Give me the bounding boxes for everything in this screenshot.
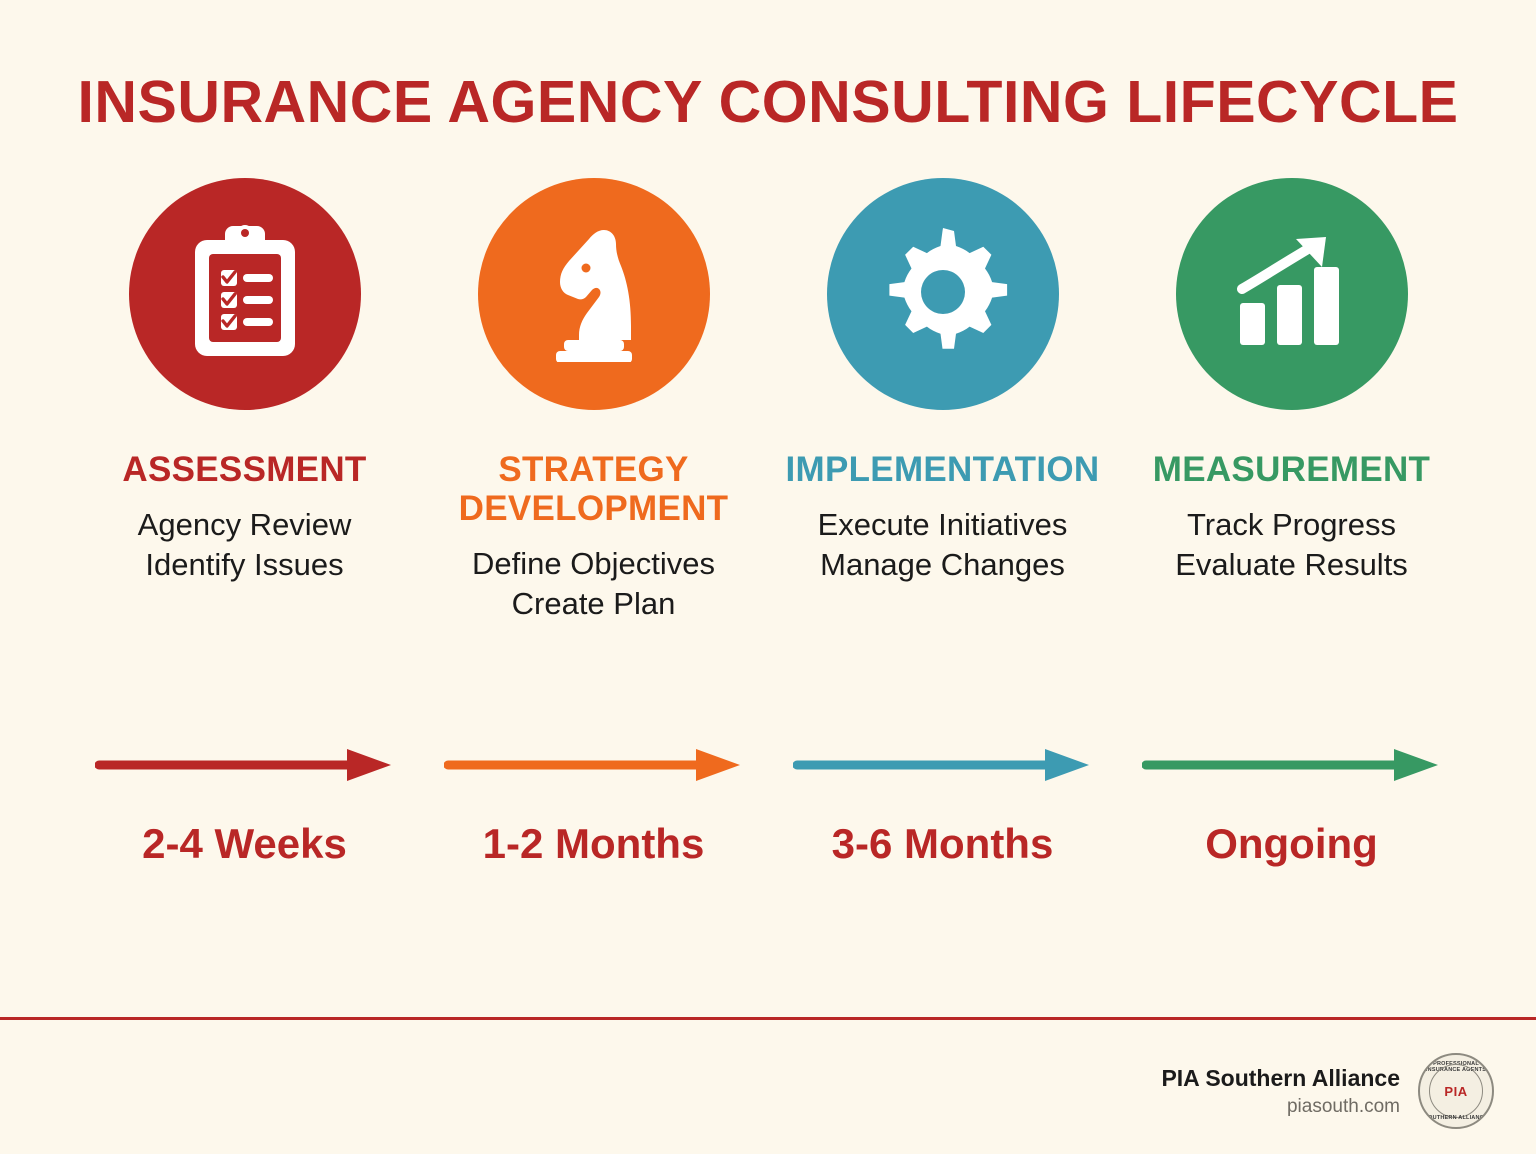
duration-measurement: Ongoing	[1205, 820, 1378, 867]
stage-desc-line: Manage Changes	[820, 546, 1065, 582]
stage-desc-line: Identify Issues	[145, 546, 344, 582]
arrow-strategy-development	[419, 745, 768, 785]
arrow-implementation	[768, 745, 1117, 785]
stage-desc-line: Create Plan	[511, 586, 676, 622]
arrow-measurement	[1117, 745, 1466, 785]
stage-icon-circle-implementation	[827, 178, 1059, 410]
duration-implementation: 3-6 Months	[831, 820, 1054, 867]
logo-top-text: PROFESSIONAL INSURANCE AGENTS	[1425, 1061, 1487, 1073]
stage-label-line: STRATEGY	[498, 450, 689, 489]
duration-row	[0, 820, 1536, 868]
logo-bottom-text: SOUTHERN ALLIANCE	[1424, 1115, 1488, 1121]
footer-organization: PIA Southern Alliance	[1161, 1064, 1400, 1091]
stage-measurement	[1117, 178, 1466, 585]
stage-assessment	[70, 178, 419, 585]
logo-wordmark: PIA	[1444, 1083, 1468, 1099]
stage-implementation	[768, 178, 1117, 585]
progress-arrow-row	[0, 745, 1536, 785]
arrow-assessment	[70, 745, 419, 785]
duration-strategy-development: 1-2 Months	[482, 820, 705, 867]
footer	[1161, 1053, 1494, 1129]
stage-desc-line: Execute Initiatives	[817, 507, 1068, 543]
footer-website[interactable]: piasouth.com	[1286, 1095, 1400, 1117]
stage-label-assessment: ASSESSMENT	[122, 450, 367, 489]
stage-desc-assessment	[138, 505, 352, 584]
stage-icon-circle-measurement	[1176, 178, 1408, 410]
footer-divider	[0, 1017, 1536, 1020]
stage-desc-line: Evaluate Results	[1175, 546, 1408, 582]
page-title: INSURANCE AGENCY CONSULTING LIFECYCLE	[77, 69, 1459, 135]
stage-icon-circle-strategy-development	[478, 178, 710, 410]
chess-knight-icon	[530, 222, 658, 367]
stage-desc-line: Define Objectives	[472, 546, 715, 582]
stage-label-strategy-development	[459, 450, 729, 528]
stage-desc-strategy-development	[472, 544, 715, 623]
logo-inner-ring	[1429, 1064, 1483, 1118]
footer-text	[1161, 1065, 1400, 1118]
stage-icon-circle-assessment	[129, 178, 361, 410]
stage-label-implementation: IMPLEMENTATION	[785, 450, 1100, 489]
clipboard-checklist-icon	[181, 222, 309, 367]
bar-chart-growth-icon	[1222, 227, 1362, 362]
stage-desc-implementation	[818, 505, 1068, 584]
stage-label-line: DEVELOPMENT	[458, 489, 729, 529]
stage-strategy-development	[419, 178, 768, 624]
stage-list	[0, 178, 1536, 624]
stage-label-measurement: MEASUREMENT	[1152, 450, 1431, 489]
stage-desc-line: Track Progress	[1186, 507, 1396, 543]
stage-desc-line: Agency Review	[137, 507, 352, 543]
stage-desc-measurement	[1175, 505, 1408, 584]
pia-logo-icon	[1418, 1053, 1494, 1129]
gear-icon	[873, 222, 1013, 367]
duration-assessment: 2-4 Weeks	[142, 820, 347, 867]
